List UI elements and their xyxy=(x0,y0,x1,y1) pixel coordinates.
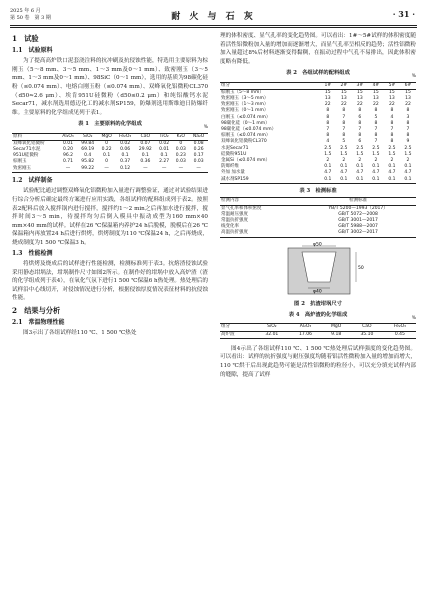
table-cell: 0.1 xyxy=(352,177,368,184)
table-cell: 0.1 xyxy=(388,164,396,170)
table-header-cell: CaO xyxy=(350,324,384,331)
table-raw-materials xyxy=(12,133,208,173)
table-cell: 8 xyxy=(374,133,378,139)
table-header-cell: 2# xyxy=(336,82,352,89)
table-cell: 0.02 xyxy=(120,140,131,146)
table-cell: 7 xyxy=(374,126,378,132)
table-cell: — xyxy=(189,166,208,173)
subsection-heading: 1.2 试样制备 xyxy=(12,176,53,184)
table-cell: 金属Si（≤0.074 mm） xyxy=(221,158,270,163)
table-cell: 硅微粉951U xyxy=(221,151,247,157)
paragraph: 理的体积密度、显气孔率的变化趋势图。可以看出：1#～5#试样的体积密度随着活性铝微粉加入量的增加而逐渐增大，而显气孔率呈相反的趋势；活性铝微粉加入量超过8%后材料逐渐变得黏稠，在振动过程中气孔不易排出，因此体积密度略有降低。 xyxy=(220,33,416,65)
table-header-cell: 检测内容 xyxy=(220,198,300,205)
table-cell: 0.1 xyxy=(324,164,332,170)
table-cell: 8 xyxy=(326,120,330,126)
header-rule-thin xyxy=(10,27,417,28)
table-cell: Secar71水泥 xyxy=(13,146,41,152)
table-header-cell: 原料 xyxy=(12,133,59,140)
table-cell: 22 xyxy=(356,102,363,108)
table-row xyxy=(12,140,208,147)
table-cell: 4.7 xyxy=(356,170,364,176)
table-cell: 8 xyxy=(342,120,346,126)
table-cell: 0.02 xyxy=(159,140,170,146)
table-header-cell: SiO₂ xyxy=(77,133,98,140)
table-cell: 线变化率 xyxy=(221,224,239,230)
paragraph: 为了提高高炉铁口泥套浇注料的抗冲刷及抗侵蚀性能，特选用主要原料为棕刚玉（5～8 mm、3～5 mm、1～3 mm及0～1 mm）、致密刚玉（3～5 mm、1～3 mm及0～1 mm）、98SiC（0～1 mm），选用的基质为98碳化硅粉（≤0.074 mm）、电熔白刚玉粉（≤0.074 mm）、双峰氧化铝微粉CL370（d50≈2.6 μm）、埃肯951U硅微粉（d50≤0.2 μm）和纯铝酸钙水泥Secar71，减水剂选用德迈化工的减水剂SP159，防爆剂选用斯维迪日防爆纤维。主要原料的化学组成见列于表1。 xyxy=(12,58,208,116)
table-slag-composition xyxy=(220,323,416,338)
table-cell: 0.23 xyxy=(175,153,186,159)
table-cell: 7 xyxy=(406,126,410,132)
table-cell: 0.1 xyxy=(141,153,149,159)
table-cell: 2.5 xyxy=(356,145,364,151)
table-cell: 双峰氧化铝微粉 xyxy=(13,140,45,146)
table-cell: 4.7 xyxy=(404,170,412,176)
issue-date: 2025 年 6 月 xyxy=(10,8,41,14)
table-cell: 22 xyxy=(324,102,331,108)
table-unit: % xyxy=(203,124,208,130)
table-caption: 表 4 高炉渣的化学组成 xyxy=(288,312,348,319)
table-cell: 常温耐压强度 xyxy=(221,211,248,217)
table-cell: 7 xyxy=(342,114,346,120)
table-cell: 致密刚玉（0～1 mm） xyxy=(221,108,269,114)
table-cell: 0.36 xyxy=(140,159,151,165)
table-cell: 0.1 xyxy=(384,177,400,184)
table-cell: 13 xyxy=(389,95,395,101)
table-header-cell: SiO₂ xyxy=(255,324,289,331)
table-cell: 22 xyxy=(340,102,347,108)
table-cell: 35.10 xyxy=(350,331,384,338)
table-cell: 8 xyxy=(406,120,410,126)
table-cell: 6 xyxy=(358,114,362,120)
table-cell: GB/T 3001—2017 xyxy=(338,218,378,224)
table-cell: 减水剂SP159 xyxy=(220,177,320,184)
table-cell: 22 xyxy=(373,102,379,108)
table-cell: 0 xyxy=(105,140,109,146)
table-cell: 5 xyxy=(342,139,346,145)
table-cell: 2 xyxy=(406,158,410,163)
table-cell: 7 xyxy=(342,126,346,132)
subsection-heading: 1.3 性能检测 xyxy=(12,249,53,257)
table-cell: 0.37 xyxy=(120,159,131,165)
table-cell: 1.5 xyxy=(388,151,396,157)
table-cell: 2 xyxy=(390,158,394,163)
table-cell: — xyxy=(156,166,173,173)
table-header-cell: Al₂O₃ xyxy=(289,324,323,331)
table-cell: 棕刚玉（≤0.074 mm） xyxy=(221,133,271,139)
table-cell: 0.1 xyxy=(320,177,336,184)
table-cell: 7 xyxy=(390,126,394,132)
table-cell: 致密刚玉（3～5 mm） xyxy=(221,95,269,101)
table-test-standards xyxy=(220,197,416,237)
table-cell: 4 xyxy=(326,139,330,145)
table-cell: — xyxy=(135,166,156,173)
table-cell: 0.1 xyxy=(372,164,380,170)
table-row xyxy=(220,177,416,184)
paragraph: 试验配比通过调整双峰氧化铝微粉加入量进行调整验证，通过对试验结果进行综合分析后确定最终方案进行应用实践，各组试样的配料组成列于表2。按照表2配料后放入搅拌锅内进行搅拌，搅拌约1～2 min之后再加水进行搅拌，搅拌时间3～5 min，待搅拌均匀后倒入模具中振动成型为160 mm×40 mm×40 mm的试样。试样在26 ℃保温箱内养护24 h后脱模，脱模后在26 ℃保温箱内再放置24 h后进行烘烤，烘烤制度为110 ℃保温24 h，之后再烧成，烧成制度为1 500 ℃保温3 h。 xyxy=(12,188,208,246)
table-cell: 0.20 xyxy=(62,146,73,152)
figure-crucible xyxy=(220,242,416,300)
table-cell: 13 xyxy=(340,95,347,101)
issue-volume: 第 50 卷 第 3 期 xyxy=(10,15,51,21)
right-column xyxy=(220,32,416,379)
table-cell: 0.06 xyxy=(120,146,131,152)
table-cell: — xyxy=(98,166,115,173)
table-cell: 0.17 xyxy=(193,153,204,159)
table-cell: GB/T 5072—2008 xyxy=(338,211,378,217)
table-cell: 0.1 xyxy=(340,164,348,170)
table-batch-composition xyxy=(220,82,416,184)
table-cell: 22 xyxy=(389,102,395,108)
table-cell: GB/T 3002—2017 xyxy=(300,230,416,237)
table-cell: 8 xyxy=(406,133,410,139)
table-cell: 4.7 xyxy=(388,170,396,176)
table-cell: 显气孔率和体积密度 xyxy=(221,205,262,211)
table-cell: 69.19 xyxy=(81,146,95,152)
table-cell: 8 xyxy=(326,114,330,120)
table-header-cell: 6# xyxy=(400,82,416,89)
table-cell: 0.1 xyxy=(356,164,364,170)
table-cell: 7 xyxy=(374,139,378,145)
table-row xyxy=(220,89,416,96)
table-header-cell: Fe₂O₃ xyxy=(384,324,416,331)
table-cell: 4.7 xyxy=(324,170,332,176)
table-caption: 表 1 主要原料的化学组成 xyxy=(78,121,142,128)
table-cell: 22 xyxy=(405,102,411,108)
header-rule xyxy=(10,25,417,26)
table-cell: 8 xyxy=(406,108,410,114)
table-cell: 2 xyxy=(342,158,346,163)
table-cell: 8 xyxy=(390,120,394,126)
table-caption: 表 3 检测标准 xyxy=(299,187,337,194)
table-header-cell: 5# xyxy=(384,82,400,89)
table-header-cell: MgO xyxy=(322,324,350,331)
table-cell: 4 xyxy=(390,114,394,120)
table-cell: 0.22 xyxy=(101,146,112,152)
table-cell: 0.01 xyxy=(62,140,73,146)
table-header-cell: K₂O xyxy=(172,133,189,140)
table-cell: 0.1 xyxy=(121,153,129,159)
table-header-cell: MgO xyxy=(98,133,115,140)
subsection-heading: 2.1 常温物理性能 xyxy=(12,318,65,326)
table-cell: 98碳化硅（0～1 mm） xyxy=(221,120,270,126)
table-row xyxy=(220,205,416,212)
table-cell: 15 xyxy=(356,89,363,95)
table-cell: 99.22 xyxy=(77,166,98,173)
table-cell: 2.27 xyxy=(159,159,170,165)
paragraph: 将烘烤及烧成后的试样进行性能检测，检测标准列于表3。抗熔渣侵蚀试验采用静态坩埚法，坩埚制作尺寸如图2所示。在制作好的坩埚中放入高炉渣（渣的化学组成列于表4），在氧化气氛下进行1 500 ℃保温6 h热处理。热处理后的试样沿中心线切开，对侵蚀情况进行分析，根据侵蚀厚度情况表征材料的抗侵蚀性能。 xyxy=(12,261,208,302)
table-cell: YB/T 5200—1993（2017） xyxy=(328,205,388,211)
table-cell: 2 xyxy=(358,158,362,163)
table-header-cell: 组分 xyxy=(220,82,320,89)
table-cell: 15 xyxy=(373,89,379,95)
table-cell: 8 xyxy=(390,139,394,145)
table-cell: 951U硅微粉 xyxy=(13,153,39,159)
table-cell: 2.5 xyxy=(404,145,412,151)
table-cell: — xyxy=(172,166,189,173)
table-cell: 0.12 xyxy=(115,166,135,173)
dim-top: φ50 xyxy=(313,242,322,248)
table-cell: — xyxy=(59,166,78,173)
table-cell: 0.1 xyxy=(368,177,384,184)
table-cell: 98碳化硅（≤0.074 mm） xyxy=(221,126,277,132)
table-cell: 0.01 xyxy=(159,146,170,152)
table-cell: 6 xyxy=(358,139,362,145)
dim-height: 50 xyxy=(358,265,364,271)
table-cell: 8 xyxy=(358,133,362,139)
table-cell: 8 xyxy=(358,120,362,126)
table-cell: 0.1 xyxy=(336,177,352,184)
table-cell: 2.5 xyxy=(388,145,396,151)
table-unit: % xyxy=(411,315,416,321)
table-cell: 0.1 xyxy=(400,177,416,184)
table-cell: 2 xyxy=(326,158,330,163)
table-cell: 8 xyxy=(374,108,378,114)
table-cell: 外加 加水量 xyxy=(221,170,245,176)
table-cell: 7 xyxy=(358,126,362,132)
table-header-cell: Al₂O₃ xyxy=(59,133,78,140)
table-cell: 4.7 xyxy=(372,170,380,176)
table-row xyxy=(12,166,208,173)
table-cell: 15 xyxy=(405,89,411,95)
table-header-cell: 1# xyxy=(320,82,336,89)
subsection-heading: 1.1 试验原料 xyxy=(12,46,53,54)
table-cell: 1.5 xyxy=(340,151,348,157)
table-header-cell: CaO xyxy=(135,133,156,140)
table-cell: 99.84 xyxy=(81,140,95,146)
table-unit: % xyxy=(411,73,416,79)
table-cell: 0.08 xyxy=(193,140,204,146)
page-number: · 31 · xyxy=(392,9,415,19)
table-cell: GB/T 5988—2007 xyxy=(338,224,378,230)
paragraph: 图3示出了各组试样经110 ℃、1 500 ℃热处 xyxy=(23,330,137,337)
table-cell: 致密刚玉 xyxy=(12,166,59,173)
table-cell: 17.06 xyxy=(289,331,323,338)
table-cell: 1.5 xyxy=(372,151,380,157)
table-cell: 0.03 xyxy=(175,146,186,152)
table-cell: 8 xyxy=(390,133,394,139)
table-cell: 13 xyxy=(356,95,363,101)
paragraph: 图4示出了各组试样110 ℃、1 500 ℃热处理后试样强度的变化趋势图。可以看出：试样的抗折强度与耐压强度均随着铝活性微粉加入量的增加而增大，110 ℃烘干后出现此趋势可能是活性铝微粉的粒径小，可以充分填充试样内部的缝隙，提高了试样 xyxy=(220,345,416,378)
table-cell: 29.92 xyxy=(138,146,152,152)
table-cell: 2.5 xyxy=(372,145,380,151)
table-cell: 8 xyxy=(326,133,330,139)
table-cell: 2 xyxy=(374,158,378,163)
table-header-cell: 3# xyxy=(352,82,368,89)
table-cell: 1.5 xyxy=(404,151,412,157)
crucible-diagram xyxy=(220,242,416,300)
table-cell: 8 xyxy=(326,108,330,114)
dim-bottom: φ40 xyxy=(313,289,322,295)
table-cell: 0.45 xyxy=(384,331,416,338)
table-cell: 0.07 xyxy=(140,140,151,146)
table-cell: 致密刚玉（1～3 mm） xyxy=(221,102,269,108)
table-cell: 水泥Secar71 xyxy=(221,145,249,151)
table-cell: 0.1 xyxy=(103,153,111,159)
table-cell: 0.03 xyxy=(193,159,204,165)
table-cell: 7 xyxy=(326,126,330,132)
table-cell: 32.01 xyxy=(255,331,289,338)
table-header-cell: 检测标准 xyxy=(300,198,416,205)
table-cell: 防爆纤维 xyxy=(221,164,239,170)
table-cell: 3 xyxy=(406,114,410,120)
section-heading: 2 结果与分析 xyxy=(12,306,61,316)
table-cell: 8 xyxy=(342,133,346,139)
table-header-cell: TiO₂ xyxy=(156,133,173,140)
table-caption: 表 2 各组试样的配料组成 xyxy=(286,70,350,77)
table-cell: 0 xyxy=(105,159,109,165)
table-cell: 高炉渣 xyxy=(220,331,255,338)
table-cell: 13 xyxy=(324,95,331,101)
table-cell: 常温抗折强度 xyxy=(221,218,248,224)
table-cell: 0 xyxy=(179,140,183,146)
left-column xyxy=(12,32,208,338)
table-cell: 0.4 xyxy=(84,153,92,159)
table-cell: 8 xyxy=(342,108,346,114)
table-cell: 8 xyxy=(374,120,378,126)
table-cell: 8 xyxy=(358,108,362,114)
table-header-cell: 组分 xyxy=(220,324,255,331)
table-cell: 2.5 xyxy=(324,145,332,151)
table-cell: 5 xyxy=(374,114,378,120)
table-header-cell: Fe₂O₃ xyxy=(115,133,135,140)
table-cell: 0.1 xyxy=(404,164,412,170)
table-cell: 4.7 xyxy=(340,170,348,176)
table-cell: 双峰氧化铝微粉CL370 xyxy=(221,139,267,145)
table-cell: 白刚玉（≤0.074 mm） xyxy=(221,114,271,120)
table-cell: 95.82 xyxy=(81,159,95,165)
table-header-cell: 4# xyxy=(368,82,384,89)
table-cell: 0.71 xyxy=(62,159,73,165)
journal-title: 耐 火 与 石 灰 xyxy=(171,12,256,22)
table-cell: 9 xyxy=(406,139,410,145)
figure-caption: 图 2 抗渣坩埚尺寸 xyxy=(294,300,342,307)
table-cell: 高温抗折强度 xyxy=(220,230,300,237)
table-cell: 1.5 xyxy=(324,151,332,157)
section-heading: 1 试验 xyxy=(12,34,39,43)
table-cell: 9.18 xyxy=(322,331,350,338)
table-cell: 15 xyxy=(340,89,347,95)
table-cell: 2.5 xyxy=(340,145,348,151)
table-cell: 13 xyxy=(405,95,411,101)
table-cell: 0.1 xyxy=(160,153,168,159)
table-row xyxy=(220,331,416,338)
table-cell: 0.26 xyxy=(193,146,204,152)
table-cell: 8 xyxy=(390,108,394,114)
table-row xyxy=(220,230,416,237)
table-cell: 0.03 xyxy=(175,159,186,165)
table-cell: 96.2 xyxy=(62,153,73,159)
table-cell: 棕刚玉（5～8 mm） xyxy=(221,89,264,95)
table-cell: 15 xyxy=(389,89,395,95)
table-cell: 棕刚玉 xyxy=(13,159,27,165)
table-cell: 13 xyxy=(373,95,379,101)
table-cell: 15 xyxy=(324,89,331,95)
table-cell: 1.5 xyxy=(356,151,364,157)
table-header-cell: Na₂O xyxy=(189,133,208,140)
